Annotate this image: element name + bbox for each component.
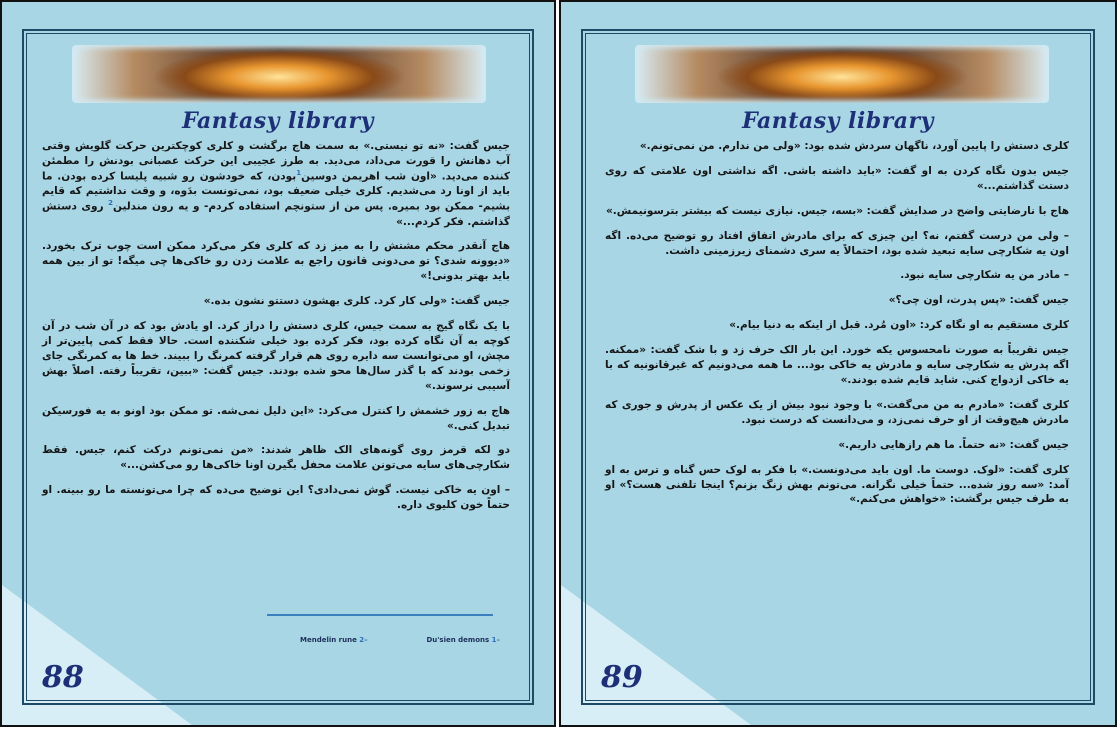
paragraph: کلری گفت: «لوک. دوست ما. اون باید می‌دونست.» با فکر به لوک حس گناه و ترس به او آمد: «سه روز شده... حتماً خیلی نگرانه. می‌تونم بهش زنگ بزنم؟ اینجا تلفنی هست؟» او به طرف جیس برگشت: «خواهش می‌کنم.» [605, 463, 1069, 506]
page-title: Fantasy library [182, 108, 374, 134]
footnote-item: Mendelin rune 2– [300, 636, 368, 644]
page-title: Fantasy library [742, 108, 934, 134]
paragraph: دو لکه قرمز روی گونه‌های الک ظاهر شدند: «من نمی‌تونم درکت کنم، جیس. فقط شکارچی‌های سایه می‌تونن علامت محفل بگیرن اونا خاکی‌ها رو می‌کشن...» [42, 444, 510, 472]
paragraph: جیس گفت: «نه حتماً. ما هم رازهایی داریم.» [838, 438, 1069, 451]
left-page [0, 0, 556, 727]
paragraph: – ولی من درست گفتم، نه؟ این چیزی که برای مادرش اتفاق افتاد رو توضیح می‌ده. اگه اون یه شکارچی سایه تبعید شده بود، احتمالاً یه سری دشمنای زیرزمینی داشت. [605, 229, 1069, 257]
paragraph: جیس گفت: «نه تو نیستی.» به سمت هاج برگشت و کلری کوچکترین حرکت گلویش وقتی آب دهانش را قورت می‌داد، می‌دید. به طرز عجیبی این حرکت عصبانی بودنش را مطمئن کننده می‌دید. «اون شب اهریمن دوسین$^1$بودن، که خودشون رو شبیه پلیسا کرده بودن. ما باید از اونا رد می‌شدیم. کلری خیلی ضعیف بود، نمی‌تونست بدَوه، و وقت نداشتیم که قایم بشیم- ممکن بود بمیره. پس من از ستونچم استفاده کردم- و یه رون مندلین$^2$ روی دستش گذاشتم. فکر کردم...» [42, 140, 511, 228]
page-number: 88 [42, 660, 84, 695]
footnote-ref[interactable]: 1 [296, 168, 302, 177]
page-number: 89 [601, 660, 643, 695]
paragraph: هاج آنقدر محکم مشتش را به میز زد که کلری فکر می‌کرد ممکن است چوب ترک بخورد. «دیوونه شدی؟ تو می‌دونی قانون راجع به علامت زدن رو خاکی‌ها چی میگه! تو از بین همه باید بهتر بدونی!» [42, 240, 510, 283]
right-page [559, 0, 1117, 727]
page-body [605, 139, 1069, 517]
paragraph: جیس گفت: «پس پدرت، اون چی؟» [888, 294, 1069, 307]
header-banner-image [635, 45, 1049, 103]
footnote-ref[interactable]: 2 [108, 199, 113, 208]
paragraph: کلری دستش را پایین آورد، ناگهان سردش شده بود: «ولی من ندارم. من نمی‌تونم.» [639, 140, 1069, 152]
paragraph: جیس گفت: «ولی کار کرد. کلری بهشون دستتو نشون بده.» [203, 295, 510, 308]
page-body [42, 139, 510, 523]
paragraph: جیس تقریباً به صورت نامحسوس یکه خورد. این بار الک حرف زد و با شک گفت: «ممکنه. اگه پدرش یه شکارچی سایه و مادرش یه خاکی بود... ما همه می‌دونیم که غیرقانونیه که با یه خاکی ازدواج کنی. شاید قایم شده بودند.» [605, 344, 1069, 386]
paragraph: – اون یه خاکی نیست. گوش نمی‌دادی؟ این توضیح می‌ده که چرا می‌تونسته ما رو ببینه. او حتماً خون کلیوی داره. [42, 484, 510, 512]
paragraph: با یک نگاه گیج به سمت جیس، کلری دستش را دراز کرد. او یادش بود که در آن شب در آن کوچه به آن نگاه کرده بود، فکر کرده بود خیلی شکننده است. حالا فقط کمی پایین‌تر از مچش، او می‌توانست سه دایره روی هم قرار گرفته کمرنگ را ببیند. خط ها به کمرنگی جای زخمی بودند که با گذر سال‌ها محو شده بودند. جیس گفت: «ببین، تقریباً رفته. اصلاً بهش آسیبی نرسوند.» [42, 320, 510, 392]
paragraph: کلری گفت: «مادرم به من می‌گفت.» با وجود نبود بیش از یک عکس از پدرش و جوری که مادرش هیچ‌وقت از او حرف نمی‌زد، و می‌دانست که درست نبود. [605, 398, 1069, 426]
paragraph: هاج به زور خشمش را کنترل می‌کرد: «این دلیل نمی‌شه. تو ممکن بود اونو به یه فورسیکن تبدیل کنی.» [42, 404, 510, 432]
header-banner-image [72, 45, 486, 103]
paragraph: کلری مستقیم به او نگاه کرد: «اون مُرد. قبل از اینکه به دنیا بیام.» [729, 319, 1069, 332]
footnote-item: Du'sien demons 1– [426, 636, 500, 644]
footnotes [300, 636, 500, 644]
paragraph: هاج با نارضایتی واضح در صدایش گفت: «بسه، جیس. نیازی نیست که بیشتر بترسونیمش.» [606, 204, 1069, 217]
paragraph: جیس بدون نگاه کردن به او گفت: «باید داشته باشی. اگه نداشتی اون علامتی که روی دستت گذاشتم...» [605, 164, 1069, 192]
paragraph: – مادر من یه شکارچی سایه نبود. [900, 269, 1069, 282]
footnote-divider [267, 614, 493, 616]
